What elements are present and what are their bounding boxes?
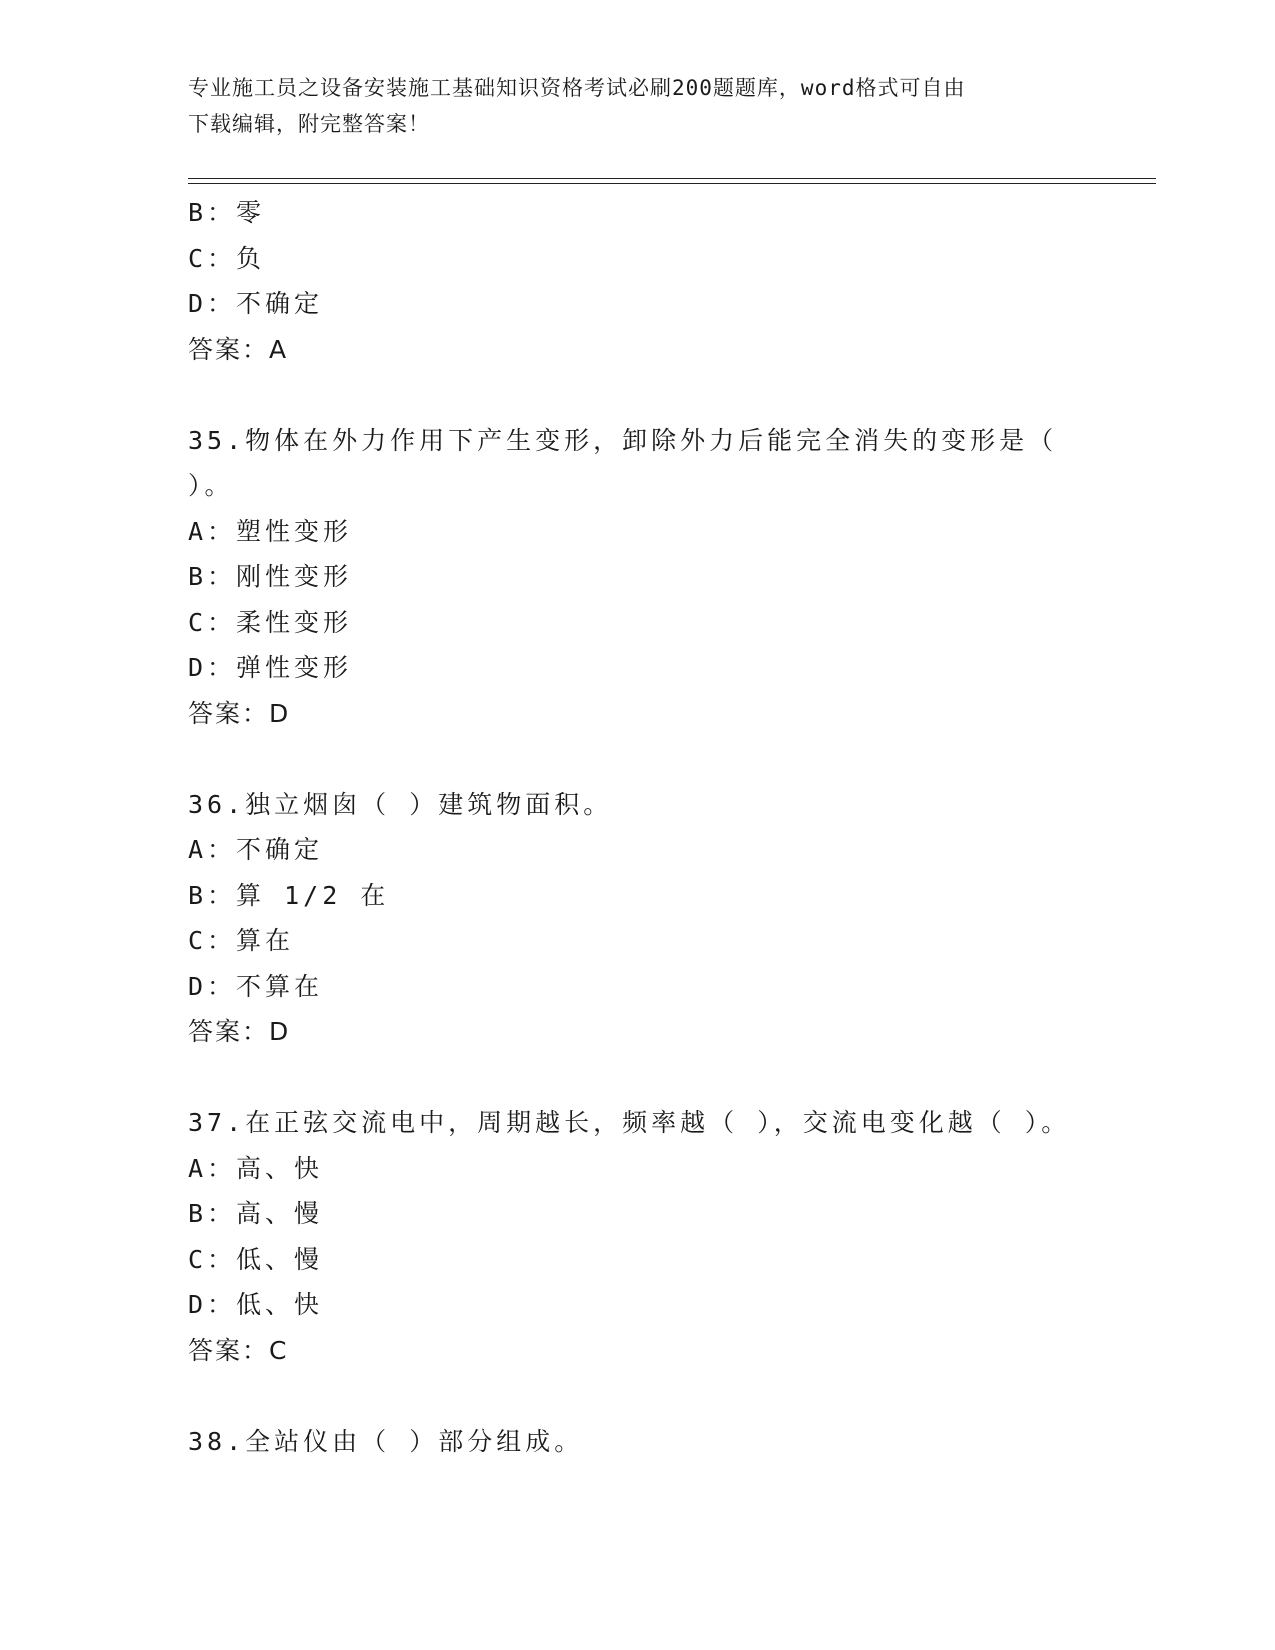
question-text: 37.在正弦交流电中，周期越长，频率越（ ），交流电变化越（ ）。 bbox=[188, 1108, 1071, 1137]
question-37 bbox=[188, 1100, 1088, 1373]
question-text: 36.独立烟囱（ ）建筑物面积。 bbox=[188, 789, 613, 819]
option-a: A：高、快 bbox=[188, 1153, 324, 1183]
question-text: 38.全站仪由（ ）部分组成。 bbox=[188, 1426, 584, 1456]
answer-line: 答案：D bbox=[188, 698, 291, 728]
answer-line: 答案：C bbox=[188, 1335, 289, 1365]
prev-question bbox=[188, 190, 1088, 372]
answer-line: 答案：D bbox=[188, 1017, 291, 1046]
option-a: A：塑性变形 bbox=[188, 516, 353, 546]
option-c: C：算在 bbox=[188, 926, 295, 955]
option-c: C：低、慢 bbox=[188, 1244, 324, 1274]
question-text: 35.物体在外力作用下产生变形，卸除外力后能完全消失的变形是（ bbox=[188, 425, 1058, 455]
question-text-cont: ）。 bbox=[188, 471, 234, 500]
option-c: C：柔性变形 bbox=[188, 607, 353, 637]
option-d: D：低、快 bbox=[188, 1290, 324, 1319]
header-divider-top bbox=[188, 178, 1156, 179]
document-header bbox=[188, 70, 1088, 142]
option-b: B：高、慢 bbox=[188, 1199, 324, 1228]
option-b: B：算 1/2 在 bbox=[188, 880, 390, 910]
header-line-2: 下载编辑，附完整答案！ bbox=[188, 112, 430, 136]
option-c: C：负 bbox=[188, 243, 266, 273]
option-d: D：不算在 bbox=[188, 971, 324, 1001]
header-line-1: 专业施工员之设备安装施工基础知识资格考试必刷200题题库，word格式可自由 bbox=[188, 76, 966, 100]
option-b: B：刚性变形 bbox=[188, 562, 353, 591]
option-a: A：不确定 bbox=[188, 835, 324, 864]
question-38 bbox=[188, 1419, 1088, 1465]
option-b: B：零 bbox=[188, 198, 266, 227]
option-d: D：弹性变形 bbox=[188, 653, 353, 682]
question-list bbox=[188, 190, 1088, 1464]
option-d: D：不确定 bbox=[188, 289, 324, 318]
question-35 bbox=[188, 418, 1088, 737]
answer-line: 答案：A bbox=[188, 334, 289, 364]
header-divider-bottom bbox=[188, 183, 1156, 184]
question-36 bbox=[188, 782, 1088, 1055]
